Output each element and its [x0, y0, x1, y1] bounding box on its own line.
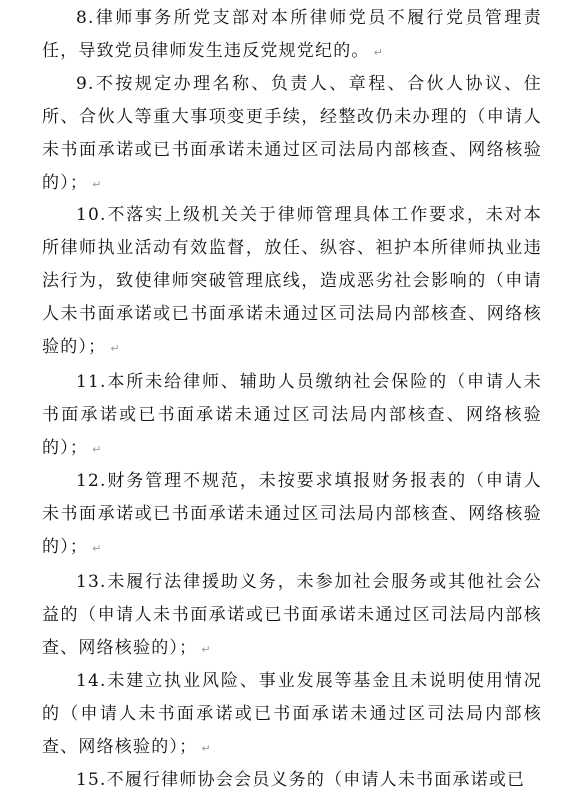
paragraph-item-15 [42, 764, 542, 797]
paragraph-mark-icon: ↵ [201, 742, 211, 755]
paragraph-mark-icon: ↵ [373, 46, 383, 59]
paragraph-text: 15.不履行律师协会会员义务的（申请人未书面承诺或已 [76, 770, 526, 790]
paragraph-item-8 [42, 2, 542, 69]
paragraph-item-9 [42, 68, 542, 201]
paragraph-text: 14.未建立执业风险、事业发展等基金且未说明使用情况的（申请人未书面承诺或已书面承诺未通过区司法局内部核查、网络核验的）； [42, 671, 542, 757]
paragraph-mark-icon: ↵ [92, 443, 102, 456]
paragraph-item-12 [42, 465, 542, 565]
paragraph-text: 13.未履行法律援助义务，未参加社会服务或其他社会公益的（申请人未书面承诺或已书面承诺未通过区司法局内部核查、网络核验的）； [42, 572, 542, 658]
paragraph-mark-icon: ↵ [201, 643, 211, 656]
paragraph-item-10 [42, 199, 542, 365]
paragraph-item-11 [42, 366, 542, 466]
paragraph-text: 10.不落实上级机关关于律师管理具体工作要求，未对本所律师执业活动有效监督，放任、纵容、袒护本所律师执业违法行为，致使律师突破管理底线，造成恶劣社会影响的（申请人未书面承诺或已书面承诺未通过区司法局内部核查、网络核验的）； [42, 205, 542, 357]
paragraph-text: 11.本所未给律师、辅助人员缴纳社会保险的（申请人未书面承诺或已书面承诺未通过区司法局内部核查、网络核验的）； [42, 372, 542, 458]
paragraph-text: 9.不按规定办理名称、负责人、章程、合伙人协议、住所、合伙人等重大事项变更手续，经整改仍未办理的（申请人未书面承诺或已书面承诺未通过区司法局内部核查、网络核验的）； [42, 74, 542, 193]
paragraph-mark-icon: ↵ [110, 342, 120, 355]
paragraph-mark-icon: ↵ [92, 178, 102, 191]
paragraph-text: 12.财务管理不规范，未按要求填报财务报表的（申请人未书面承诺或已书面承诺未通过区司法局内部核查、网络核验的）； [42, 471, 542, 557]
paragraph-text: 8.律师事务所党支部对本所律师党员不履行党员管理责任，导致党员律师发生违反党规党纪的。 [42, 8, 542, 61]
paragraph-item-14 [42, 665, 542, 765]
paragraph-item-13 [42, 566, 542, 666]
paragraph-mark-icon: ↵ [92, 542, 102, 555]
